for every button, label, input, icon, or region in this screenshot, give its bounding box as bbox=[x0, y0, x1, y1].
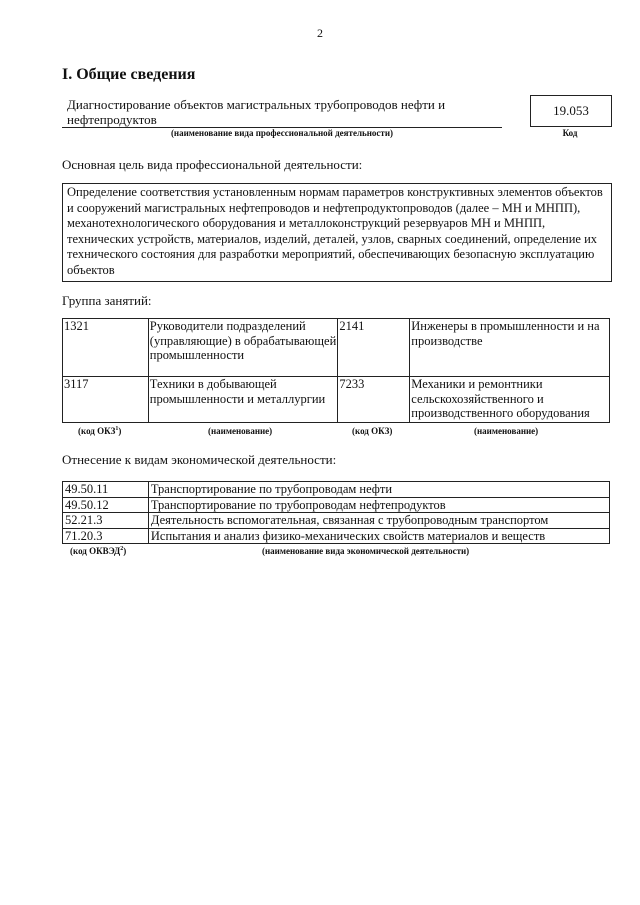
occupation-name: Техники в добывающей промышленности и металлургии bbox=[148, 377, 338, 423]
activity-name-caption: (наименование вида профессиональной деятельности) bbox=[170, 128, 394, 138]
occupation-name: Инженеры в промышленности и на производстве bbox=[410, 319, 610, 377]
economic-activity-table bbox=[62, 481, 610, 544]
table-row bbox=[63, 482, 610, 498]
activity-code-box bbox=[530, 95, 612, 127]
occupation-code: 3117 bbox=[63, 377, 149, 423]
okved-name: Транспортирование по трубопроводам нефти bbox=[148, 482, 609, 498]
page-number: 2 bbox=[317, 26, 323, 40]
okved-code: 49.50.12 bbox=[63, 497, 149, 513]
table-row bbox=[63, 497, 610, 513]
occupation-code: 7233 bbox=[338, 377, 410, 423]
goal-label: Основная цель вида профессиональной деятельности: bbox=[62, 157, 363, 172]
economic-activity-label: Отнесение к видам экономической деятельности: bbox=[62, 452, 337, 467]
okved-code: 49.50.11 bbox=[63, 482, 149, 498]
activity-name: Диагностирование объектов магистральных трубопроводов нефти и нефтепродуктов bbox=[67, 97, 446, 127]
section-title: I. Общие сведения bbox=[62, 66, 196, 83]
activity-code: 19.053 bbox=[553, 103, 589, 118]
okved-code-caption: (код ОКВЭД$^2$) bbox=[70, 546, 127, 556]
economic-activity-name-caption: (наименование вида экономической деятельности) bbox=[262, 546, 470, 556]
okved-code: 71.20.3 bbox=[63, 528, 149, 544]
occupation-table bbox=[62, 318, 610, 423]
occupation-group-label: Группа занятий: bbox=[62, 293, 152, 308]
occupation-name: Руководители подразделений (управляющие) в обрабатывающей промышленности bbox=[148, 319, 338, 377]
okved-code: 52.21.3 bbox=[63, 513, 149, 529]
table-row bbox=[63, 319, 610, 377]
occupation-name-caption: (наименование) bbox=[208, 426, 273, 436]
table-row bbox=[63, 513, 610, 529]
occupation-code: 2141 bbox=[338, 319, 410, 377]
okved-name: Испытания и анализ физико-механических свойств материалов и веществ bbox=[148, 528, 609, 544]
okved-name: Деятельность вспомогательная, связанная с трубопроводным транспортом bbox=[148, 513, 609, 529]
goal-box bbox=[62, 183, 612, 282]
table-row bbox=[63, 377, 610, 423]
okved-name: Транспортирование по трубопроводам нефтепродуктов bbox=[148, 497, 609, 513]
occupation-name: Механики и ремонтники сельскохозяйственного и производственного оборудования bbox=[410, 377, 610, 423]
table-row bbox=[63, 528, 610, 544]
okz-code-caption-2: (код ОКЗ) bbox=[352, 426, 393, 436]
okz-code-caption: (код ОКЗ$^1$) bbox=[78, 426, 122, 436]
activity-code-caption: Код bbox=[562, 128, 578, 138]
occupation-name-caption-2: (наименование) bbox=[474, 426, 539, 436]
goal-text: Определение соответствия установленным нормам параметров конструктивных элементов объектов и сооружений магистральных нефтепроводов и нефтепродуктопроводов (далее – МН и МНПП), механотехнологического оборудования и металлоконструкций резервуаров МН и МНПП, технических устройств, материалов, изделий, деталей, узлов, сварных соединений, определение их технического состояния для разработки мероприятий, обеспечивающих безопасную эксплуатацию объектов bbox=[67, 185, 603, 277]
occupation-code: 1321 bbox=[63, 319, 149, 377]
